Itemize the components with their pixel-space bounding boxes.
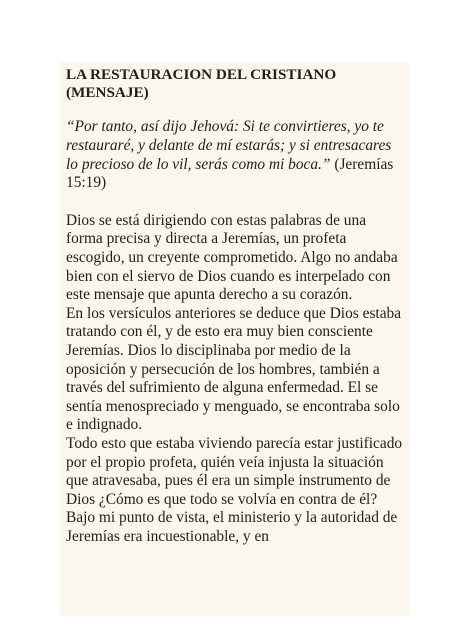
document-content	[60, 62, 409, 546]
body-paragraph-3: Todo esto que estaba viviendo parecía estar justificado por el propio profeta, quién veía injusta la situación que atravesaba, pues él era un simple instrumento de Dios ¿Cómo es que todo se volvía en contra de él?	[66, 434, 403, 508]
quote-text: “Por tanto, así dijo Jehová: Si te convirtieres, yo te restauraré, y delante de mí estarás; y si entresacares lo precioso de lo vil, serás como mi boca.”	[66, 118, 392, 173]
title-line-2: (MENSAJE)	[66, 84, 149, 102]
document-title	[66, 66, 403, 102]
scripture-quote	[66, 118, 403, 192]
quote-reference: (Jeremías 15:19)	[66, 155, 394, 192]
body-paragraph-4: Bajo mi punto de vista, el ministerio y la autoridad de Jeremías era incuestionable, y en	[66, 509, 398, 545]
title-line-1: LA RESTAURACION DEL CRISTIANO	[66, 66, 337, 83]
document-text-area	[60, 62, 409, 616]
body-paragraph-2: En los versículos anteriores se deduce que Dios estaba tratando con él, y de esto era muy bien consciente Jeremías. Dios lo disciplinaba por medio de la oposición y persecución de los hombres, también a través del sufrimiento de alguna enfermedad. El se sentía menospreciado y menguado, se encontraba solo e indignado.	[66, 304, 402, 434]
body-paragraph-1: Dios se está dirigiendo con estas palabras de una forma precisa y directa a Jeremías, un profeta escogido, un creyente comprometido. Algo no andaba bien con el siervo de Dios cuando es interpelado con este mensaje que apunta derecho a su corazón.	[66, 211, 398, 304]
